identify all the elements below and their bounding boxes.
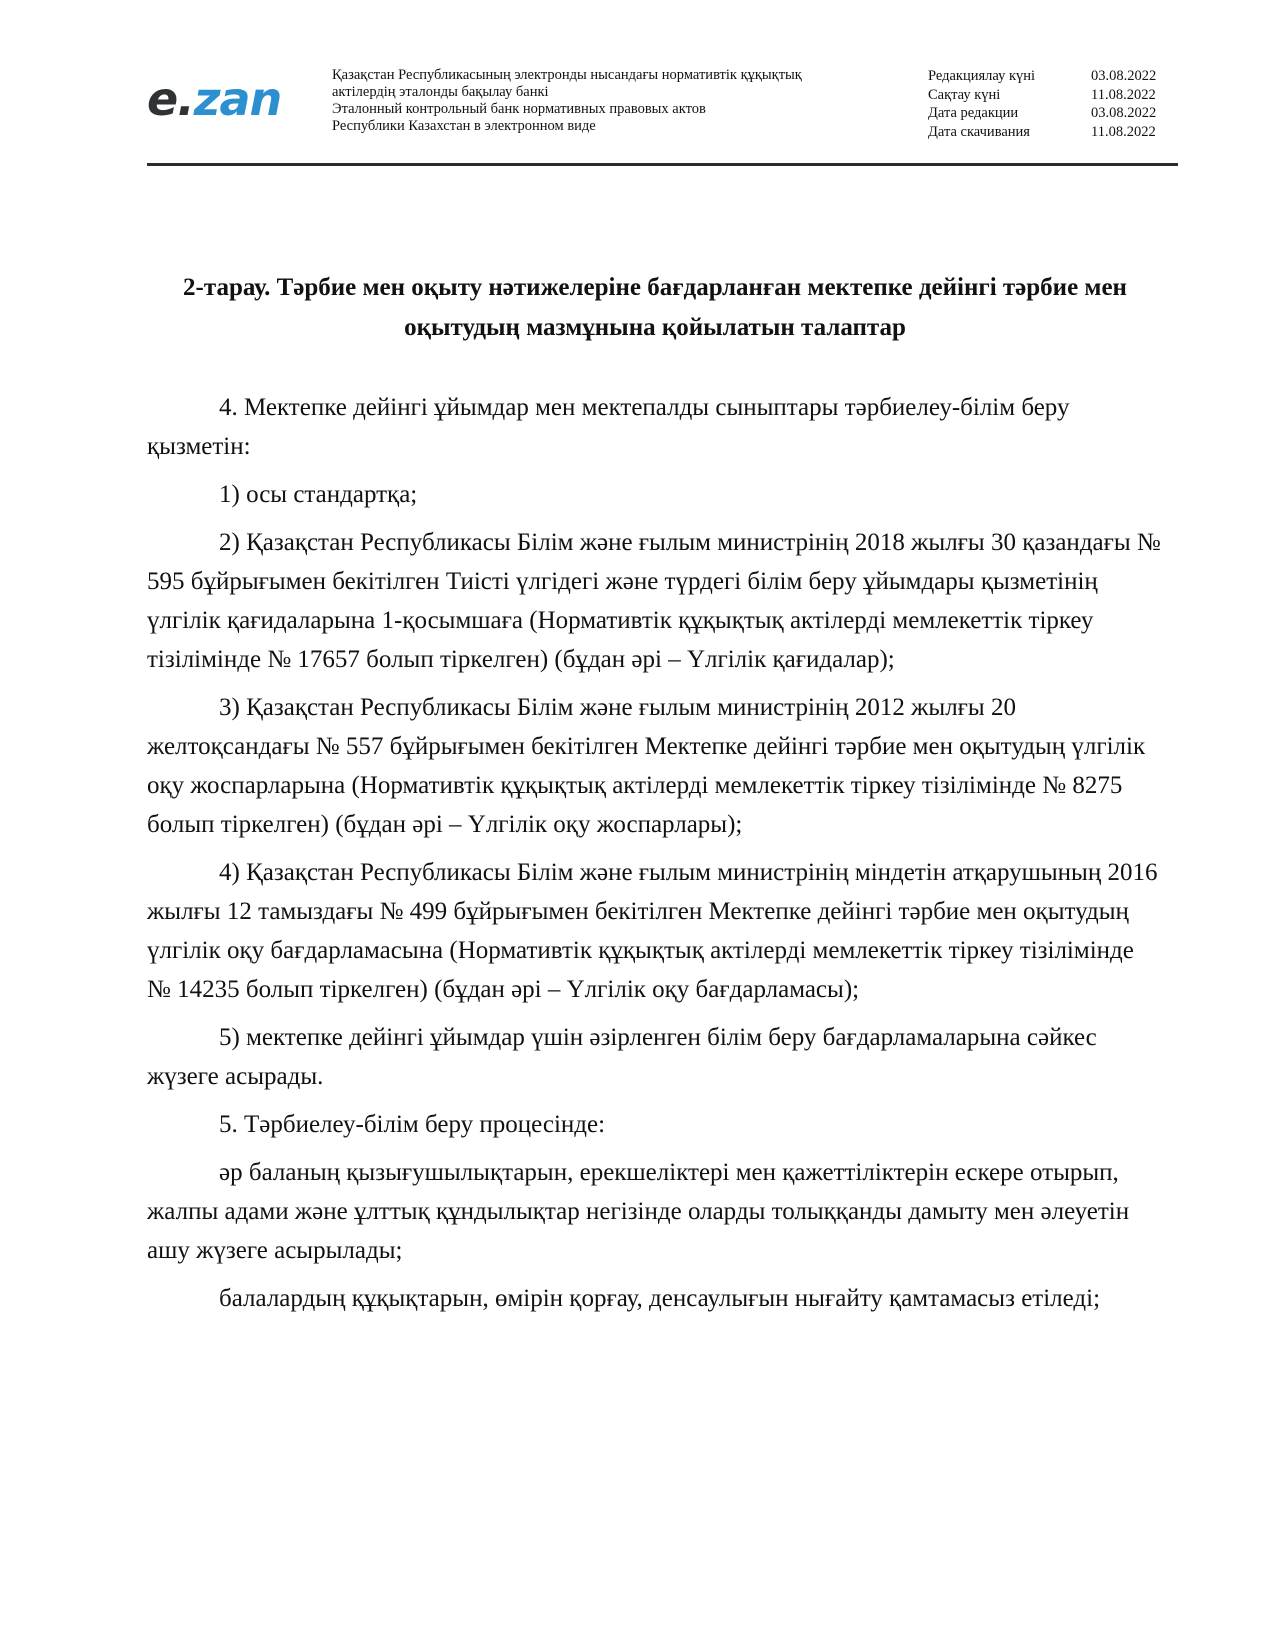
meta-label: Дата редакции — [928, 105, 1019, 121]
paragraph: 5) мектепке дейінгі ұйымдар үшін әзірленген білім беру бағдарламаларына сәйкес жүзеге асырады. — [147, 1024, 1097, 1090]
meta-label: Дата скачивания — [928, 123, 1030, 140]
meta-row-edit-date-ru — [928, 104, 1181, 123]
header-organization-text — [332, 67, 892, 135]
ezan-logo — [147, 72, 282, 126]
paragraph: 1) осы стандартқа; — [219, 481, 418, 508]
paragraph: балалардың құқықтарын, өмірін қорғау, денсаулығын нығайту қамтамасыз етіледі; — [219, 1285, 1101, 1312]
meta-row-download-date-ru — [928, 123, 1181, 142]
paragraph: 5. Тәрбиелеу-білім беру процесінде: — [219, 1111, 606, 1138]
meta-label: Сақтау күні — [928, 86, 1001, 103]
org-line: Республики Казахстан в электронном виде — [332, 118, 596, 134]
meta-value: 11.08.2022 — [1091, 123, 1156, 140]
meta-value: 03.08.2022 — [1091, 68, 1157, 84]
document-body — [147, 268, 1163, 1327]
meta-value: 03.08.2022 — [1091, 105, 1157, 121]
header-dates — [928, 67, 1181, 141]
meta-row-save-date-kz — [928, 86, 1181, 105]
logo-text-dot: . — [177, 72, 194, 126]
org-line: актілердің эталонды бақылау банкі — [332, 84, 549, 100]
meta-value: 11.08.2022 — [1091, 86, 1156, 103]
org-line: Эталонный контрольный банк нормативных правовых актов — [332, 101, 706, 117]
logo-text-e: e — [147, 72, 178, 126]
paragraph: 4) Қазақстан Республикасы Білім және ғылым министрінің міндетін атқарушының 2016 жылғы 12 тамыздағы № 499 бұйрығымен бекітілген Мектепке дейінгі тәрбие мен оқытудың үлгілік оқу бағдарламасына (Нормативтік құқықтық актілерді мемлекеттік тіркеу тізілімінде № 14235 болып тіркелген) (бұдан әрі – Үлгілік оқу бағдарламасы); — [147, 859, 1158, 1003]
paragraph: 3) Қазақстан Республикасы Білім және ғылым министрінің 2012 жылғы 20 желтоқсандағы № 557 бұйрығымен бекітілген Мектепке дейінгі тәрбие мен оқытудың үлгілік оқу жоспарларына (Нормативтік құқықтық актілерді мемлекеттік тіркеу тізілімінде № 8275 болып тіркелген) (бұдан әрі – Үлгілік оқу жоспарлары); — [147, 694, 1146, 838]
logo-text-zan: zan — [193, 72, 282, 126]
document-header — [147, 62, 1178, 166]
meta-label: Редакциялау күні — [928, 68, 1036, 84]
paragraph: 4. Мектепке дейінгі ұйымдар мен мектепалды сыныптары тәрбиелеу-білім беру қызметін: — [147, 394, 1070, 460]
chapter-title: 2-тарау. Тәрбие мен оқыту нәтижелеріне бағдарланған мектепке дейінгі тәрбие мен оқытудың мазмұнына қойылатын талаптар — [183, 274, 1127, 341]
meta-row-edit-date-kz — [928, 67, 1181, 86]
paragraph: 2) Қазақстан Республикасы Білім және ғылым министрінің 2018 жылғы 30 қазандағы № 595 бұйрығымен бекітілген Тиісті үлгідегі және түрдегі білім беру ұйымдары қызметінің үлгілік қағидаларына 1-қосымшаға (Нормативтік құқықтық актілерді мемлекеттік тіркеу тізілімінде № 17657 болып тіркелген) (бұдан әрі – Үлгілік қағидалар); — [147, 529, 1161, 673]
org-line: Қазақстан Республикасының электронды нысандағы нормативтік құқықтық — [332, 67, 802, 83]
paragraph: әр баланың қызығушылықтарын, ерекшеліктері мен қажеттіліктерін ескере отырып, жалпы адами және ұлттық құндылықтар негізінде оларды толыққанды дамыту мен әлеуетін ашу жүзеге асырылады; — [147, 1159, 1130, 1264]
